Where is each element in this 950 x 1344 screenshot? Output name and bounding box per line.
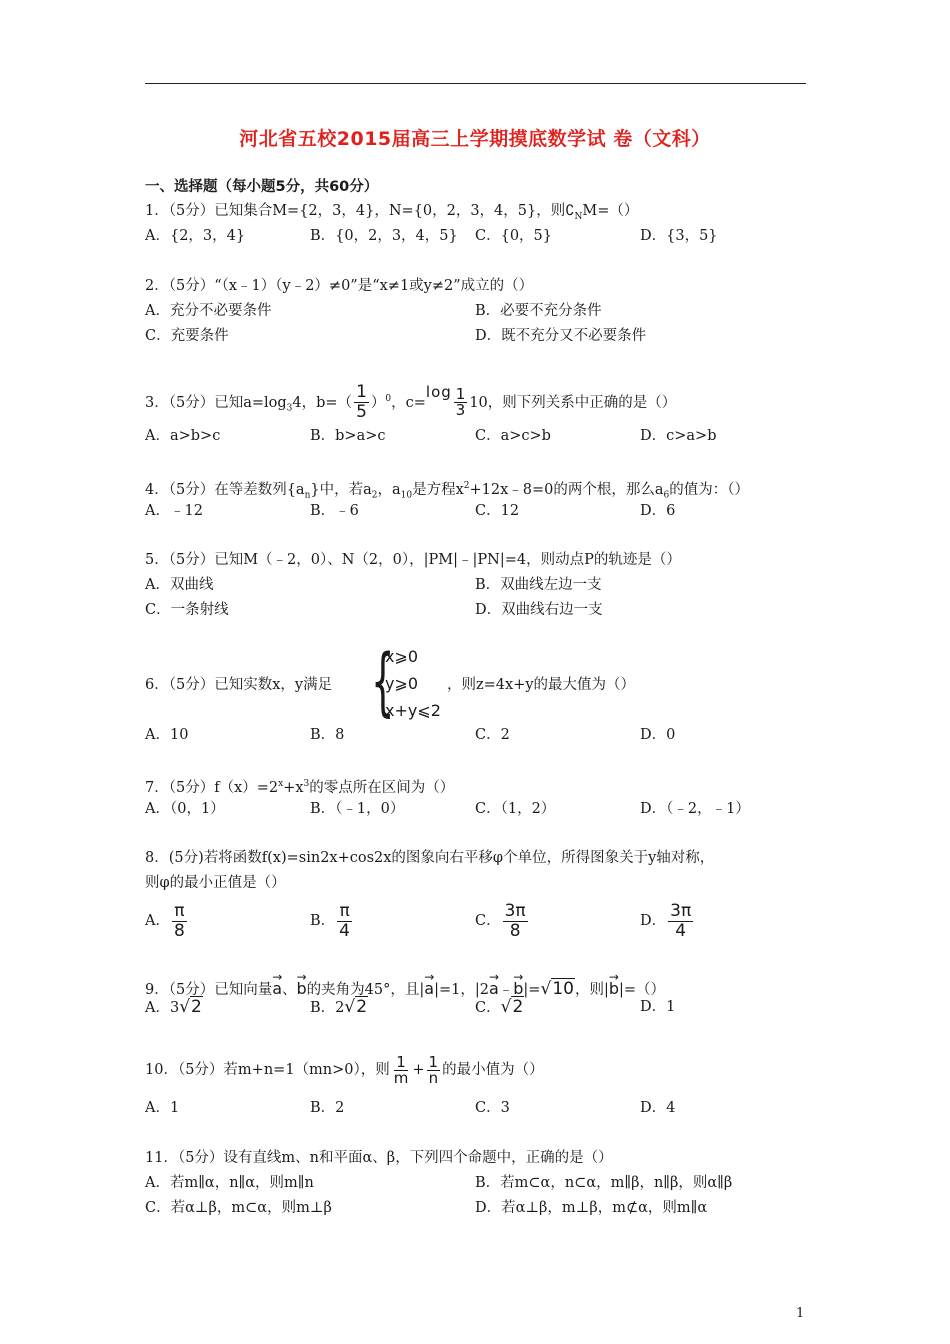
q5-option-d[interactable]: D．双曲线右边一支 [475, 602, 603, 618]
q11-option-c[interactable]: C．若α⊥β，m⊂α，则m⊥β [145, 1200, 332, 1216]
fraction-3pi-over-4: $\frac{3\pi}{4}$ [670, 900, 692, 941]
q8-option-a[interactable]: A． $\frac{\pi}{8}$ [145, 900, 185, 941]
q11-option-a[interactable]: A．若m∥α，n∥α，则m∥n [145, 1175, 314, 1191]
q10-option-c[interactable]: C．3 [475, 1100, 510, 1116]
q2-option-d[interactable]: D．既不充分又不必要条件 [475, 328, 647, 344]
q8-option-d[interactable]: D． $\frac{3\pi}{4}$ [640, 900, 692, 941]
q1-stem: 1．（5分）已知集合M={2，3，4}，N={0，2，3，4，5}，则$∁_NM=()$ [145, 203, 639, 222]
page-title: 河北省五校2015届高三上学期摸底数学试 卷（文科） [239, 128, 711, 150]
fraction-1-over-n: $\frac{1}{n}$ [428, 1052, 439, 1087]
q11-option-b[interactable]: B．若m⊂α，n⊂α，m∥β，n∥β，则α∥β [475, 1175, 733, 1191]
q7-option-c[interactable]: C．（1，2） [475, 801, 556, 817]
q9-option-b[interactable]: B．2√2 [310, 997, 368, 1017]
q4-option-a[interactable]: A．﹣12 [145, 503, 203, 519]
q8-stem: 8．(5分)若将函数f(x)=sin2x+cos2x的图象向右平移φ个单位，所得图象关于y轴对称， [145, 850, 715, 866]
q4-option-b[interactable]: B．﹣6 [310, 503, 359, 519]
inequality-1: x⩾0 [385, 647, 419, 666]
q4-option-c[interactable]: C．12 [475, 503, 520, 519]
vector-b: → b [297, 971, 307, 1001]
q2-stem: 2．（5分）“（x﹣1）（y﹣2）≠0”是“x≠1或y≠2”成立的（） [145, 278, 534, 294]
inequality-2: y⩾0 [385, 674, 419, 693]
q7-option-b[interactable]: B．（﹣1，0） [310, 801, 405, 817]
fraction-1-over-m: $\frac{1}{m}$ [393, 1052, 409, 1087]
q1-option-d[interactable]: D．{3，5} [640, 228, 718, 244]
q3-option-c[interactable]: C．a>c>b [475, 428, 551, 444]
q1-option-c[interactable]: C．{0，5} [475, 228, 552, 244]
q6-option-b[interactable]: B．8 [310, 727, 345, 743]
q1-option-a[interactable]: A．{2，3，4} [145, 228, 246, 244]
vector-b-2: → b [513, 971, 523, 1001]
q9-option-d[interactable]: D．1 [640, 999, 676, 1015]
q7-option-d[interactable]: D．（﹣2，﹣1） [640, 801, 750, 817]
section-heading: 一、选择题（每小题5分，共60分） [145, 179, 379, 195]
page-number: 1 [796, 1306, 805, 1321]
q3-option-b[interactable]: B．b>a>c [310, 428, 386, 444]
q3-stem: 3．（5分）已知$a=\log_34$，b=（ $\frac{1}{5}$ ）$^0$，c=log $\frac{1}{3}$ 10，则下列关系中正确的是（） [145, 382, 677, 423]
q9-stem: 9．（5分）已知向量→ a、→ b的夹角为45°，且|→ a|=1，|2→ a﹣→ b|=√10，则|→ b|=（） [145, 971, 665, 1002]
fraction-pi-over-4: $\frac{\pi}{4}$ [339, 900, 350, 941]
vector-a-abs: → a [424, 971, 434, 1001]
brace-symbol: { [371, 639, 395, 725]
vector-a-2: → a [489, 971, 499, 1001]
sqrt-10: √10 [540, 979, 574, 999]
q6-option-d[interactable]: D．0 [640, 727, 676, 743]
q6-stem: 6．（5分）已知实数x，y满足 [145, 677, 333, 693]
q11-option-d[interactable]: D．若α⊥β，m⊥β，m⊄α，则m∥α [475, 1200, 708, 1216]
fraction-one-third: $\frac{1}{3}$ [455, 385, 466, 420]
q5-option-b[interactable]: B．双曲线左边一支 [475, 577, 602, 593]
q2-option-a[interactable]: A．充分不必要条件 [145, 303, 272, 319]
q7-stem: 7．（5分）$f(x)=2^x+x^3$的零点所在区间为（） [145, 779, 455, 796]
inequality-3: x+y⩽2 [385, 701, 441, 720]
q3-option-d[interactable]: D．c>a>b [640, 428, 717, 444]
q4-stem: 4．（5分）在等差数列$\{a_n\}$中，若$a_2$，$a_{10}$是方程$x^2+12x﹣8=0$的两个根，那么$a_6$的值为：（） [145, 481, 750, 501]
vector-a: → a [272, 971, 282, 1001]
q9-option-a[interactable]: A．3√2 [145, 997, 202, 1017]
q10-option-b[interactable]: B．2 [310, 1100, 345, 1116]
q7-option-a[interactable]: A．（0，1） [145, 801, 225, 817]
q6-option-a[interactable]: A．10 [145, 727, 189, 743]
q5-option-c[interactable]: C．一条射线 [145, 602, 229, 618]
q9-option-c[interactable]: C．√2 [475, 997, 524, 1017]
log-symbol: log [425, 382, 452, 401]
q5-stem: 5．（5分）已知M（﹣2，0）、N（2，0），|PM|﹣|PN|=4，则动点P的轨迹是（） [145, 552, 681, 568]
fraction-3pi-over-8: $\frac{3\pi}{8}$ [504, 900, 526, 941]
q2-option-b[interactable]: B．必要不充分条件 [475, 303, 602, 319]
q8-option-c[interactable]: C． $\frac{3\pi}{8}$ [475, 900, 526, 941]
q10-option-a[interactable]: A．1 [145, 1100, 180, 1116]
q1-option-b[interactable]: B．{0，2，3，4，5} [310, 228, 458, 244]
q6-stem-tail: ，则z=4x+y的最大值为（） [447, 677, 636, 693]
header-rule [145, 83, 806, 84]
q6-option-c[interactable]: C．2 [475, 727, 510, 743]
q8-stem-2: 则φ的最小正值是（） [145, 875, 286, 891]
q3-option-a[interactable]: A．a>b>c [145, 428, 221, 444]
fraction-pi-over-8: $\frac{\pi}{8}$ [173, 900, 185, 941]
vector-b-abs: → b [609, 971, 619, 1001]
q10-option-d[interactable]: D．4 [640, 1100, 676, 1116]
fraction-one-fifth: $\frac{1}{5}$ [356, 382, 367, 423]
q11-stem: 11．（5分）设有直线m、n和平面α、β，下列四个命题中，正确的是（） [145, 1150, 613, 1166]
q2-option-c[interactable]: C．充要条件 [145, 328, 229, 344]
q10-stem: 10．（5分）若m+n=1（mn>0），则 $\frac{1}{m}$ + $\frac{1}{n}$ 的最小值为（） [145, 1052, 544, 1087]
q8-option-b[interactable]: B． $\frac{\pi}{4}$ [310, 900, 350, 941]
q5-option-a[interactable]: A．双曲线 [145, 577, 214, 593]
q4-option-d[interactable]: D．6 [640, 503, 676, 519]
